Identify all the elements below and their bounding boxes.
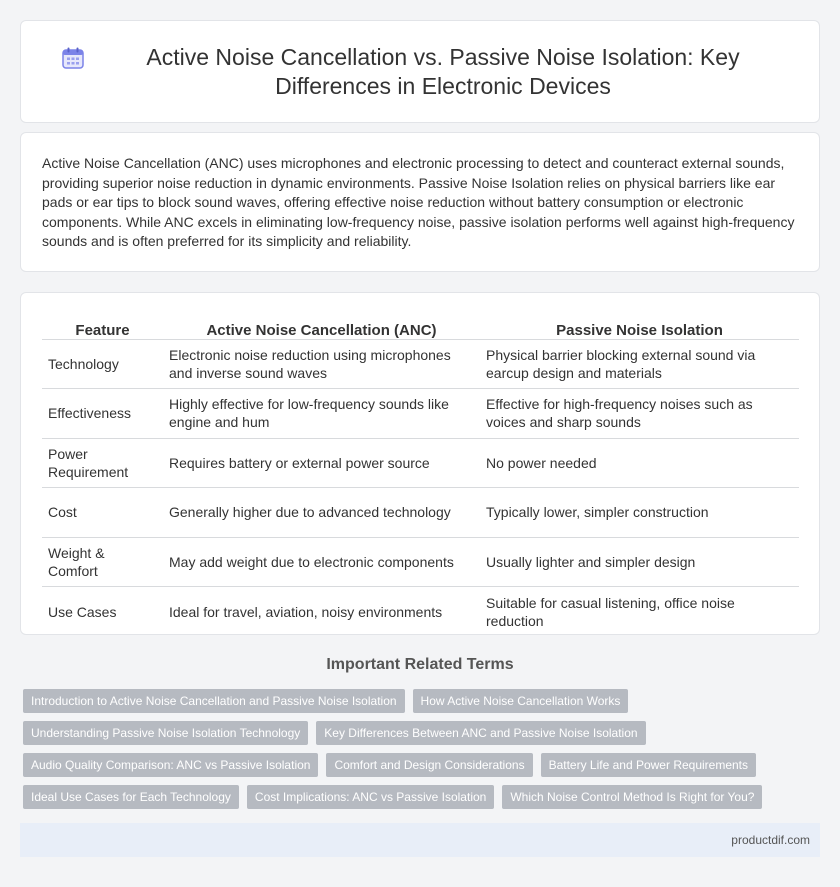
intro-card bbox=[20, 132, 820, 272]
row-passive: Effective for high-frequency noises such as voices and sharp sounds bbox=[480, 389, 799, 439]
title-wrap bbox=[60, 43, 780, 101]
related-term-tag[interactable]: Battery Life and Power Requirements bbox=[541, 753, 756, 777]
row-anc: Generally higher due to advanced technology bbox=[163, 488, 480, 538]
row-passive: Usually lighter and simpler design bbox=[480, 537, 799, 587]
calendar-icon bbox=[60, 45, 86, 71]
row-passive: Suitable for casual listening, office noise reduction bbox=[486, 594, 735, 629]
related-term-tag[interactable]: Key Differences Between ANC and Passive Noise Isolation bbox=[316, 721, 645, 745]
intro-paragraph: Active Noise Cancellation (ANC) uses microphones and electronic processing to detect and counteract external sounds, providing superior noise reduction in dynamic environments. Passive Noise Isolation relies on physical barriers like ear pads or ear tips to block sound waves, offering effective noise reduction without battery consumption or electronic components. While ANC excels in eliminating low-frequency noise, passive isolation performs well against high-frequency sounds and is often preferred for its simplicity and reliability. bbox=[42, 155, 795, 250]
table-header-row bbox=[42, 313, 799, 339]
row-passive: Typically lower, simpler construction bbox=[480, 488, 799, 538]
related-terms-heading: Important Related Terms bbox=[326, 656, 514, 673]
page-title: Active Noise Cancellation vs. Passive Noise Isolation: Key Differences in Electronic Devices bbox=[146, 43, 740, 99]
row-passive: Physical barrier blocking external sound via earcup design and materials bbox=[480, 339, 799, 389]
title-card bbox=[20, 20, 820, 123]
row-anc: May add weight due to electronic components bbox=[163, 537, 480, 587]
table-row bbox=[42, 389, 799, 439]
footer bbox=[20, 823, 820, 857]
row-passive: No power needed bbox=[480, 438, 799, 488]
related-term-tag[interactable]: Cost Implications: ANC vs Passive Isolation bbox=[247, 785, 494, 809]
row-feature: Cost bbox=[42, 488, 163, 538]
tag-row bbox=[23, 721, 823, 745]
header-feature: Feature bbox=[42, 313, 163, 339]
row-anc: Ideal for travel, aviation, noisy environments bbox=[169, 603, 443, 620]
row-anc: Highly effective for low-frequency sounds like engine and hum bbox=[163, 389, 480, 439]
footer-site-name[interactable]: productdif.com bbox=[731, 833, 810, 847]
related-term-tag[interactable]: How Active Noise Cancellation Works bbox=[413, 689, 629, 713]
header-anc: Active Noise Cancellation (ANC) bbox=[163, 313, 480, 339]
related-term-tag[interactable]: Ideal Use Cases for Each Technology bbox=[23, 785, 239, 809]
table-row bbox=[42, 587, 799, 637]
related-term-tag[interactable]: Which Noise Control Method Is Right for You? bbox=[502, 785, 762, 809]
row-feature: Use Cases bbox=[48, 603, 117, 620]
row-feature: Effectiveness bbox=[42, 389, 163, 439]
row-anc: Electronic noise reduction using microphones and inverse sound waves bbox=[163, 339, 480, 389]
related-term-tag[interactable]: Introduction to Active Noise Cancellation and Passive Noise Isolation bbox=[23, 689, 405, 713]
table-row bbox=[42, 537, 799, 587]
row-feature: Power Requirement bbox=[42, 438, 163, 488]
table-row bbox=[42, 438, 799, 488]
table-row bbox=[42, 488, 799, 538]
related-term-tag[interactable]: Understanding Passive Noise Isolation Technology bbox=[23, 721, 308, 745]
header-passive: Passive Noise Isolation bbox=[480, 313, 799, 339]
tag-row bbox=[23, 785, 823, 809]
related-term-tag[interactable]: Audio Quality Comparison: ANC vs Passive Isolation bbox=[23, 753, 318, 777]
comparison-table bbox=[42, 313, 799, 636]
row-feature: Weight & Comfort bbox=[42, 537, 163, 587]
row-feature: Technology bbox=[42, 339, 163, 389]
related-term-tag[interactable]: Comfort and Design Considerations bbox=[326, 753, 532, 777]
comparison-card bbox=[20, 292, 820, 635]
tag-row bbox=[23, 689, 823, 713]
table-row bbox=[42, 339, 799, 389]
related-terms-list bbox=[23, 689, 823, 817]
row-anc: Requires battery or external power source bbox=[163, 438, 480, 488]
tag-row bbox=[23, 753, 823, 777]
